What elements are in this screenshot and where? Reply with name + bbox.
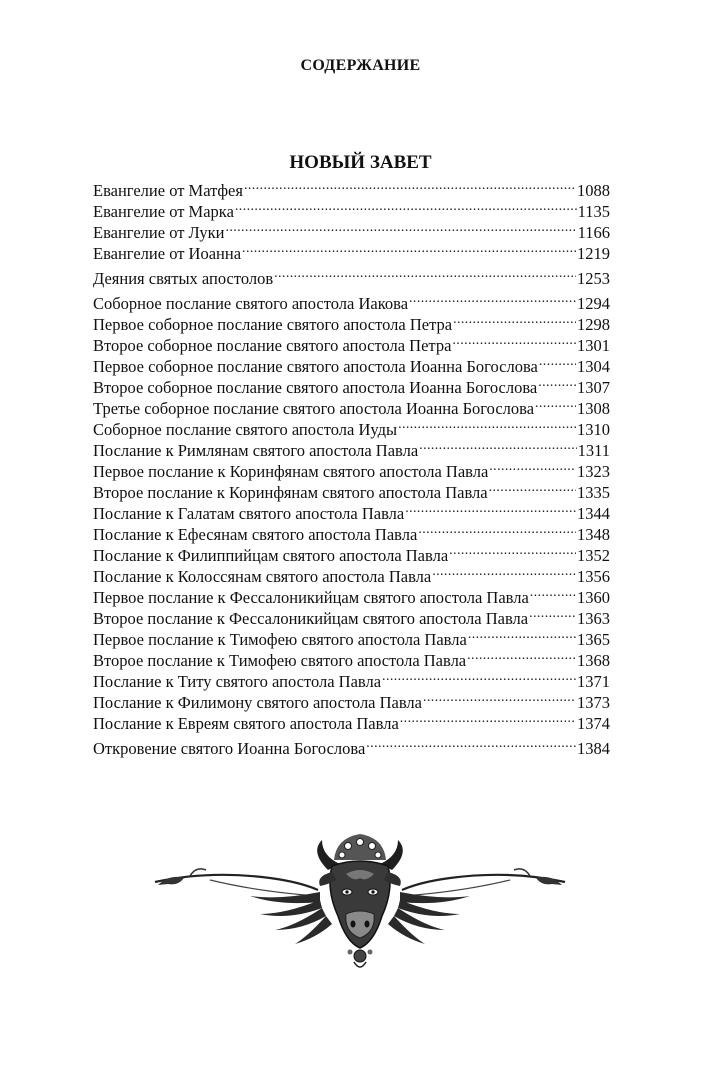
toc-entry-title: Второе послание к Тимофею святого апостола Павла — [93, 651, 467, 670]
toc-entry-page: 1363 — [577, 609, 610, 628]
dot-leader — [539, 351, 576, 372]
toc-entry-page: 1384 — [577, 739, 610, 758]
dot-leader — [382, 666, 576, 687]
toc-entry[interactable] — [93, 175, 610, 200]
toc-entry-page: 1088 — [577, 181, 610, 200]
toc-entry-title: Первое соборное послание святого апостола Петра — [93, 315, 453, 334]
toc-entry-title: Откровение святого Иоанна Богослова — [93, 739, 366, 758]
dot-leader — [468, 624, 576, 645]
toc-entry[interactable] — [93, 288, 610, 313]
dot-leader — [405, 498, 576, 519]
toc-entry-title: Деяния святых апостолов — [93, 269, 274, 288]
toc-entry-page: 1311 — [577, 441, 610, 460]
dot-leader — [423, 687, 576, 708]
toc-entry-page: 1344 — [577, 504, 610, 523]
dot-leader — [530, 582, 576, 603]
toc-entry-title: Первое послание к Фессалоникийцам святого апостола Павла — [93, 588, 529, 607]
dot-leader — [467, 645, 576, 666]
toc-entry-page: 1307 — [577, 378, 610, 397]
toc-entry-title: Евангелие от Иоанна — [93, 244, 242, 263]
dot-leader — [453, 309, 576, 330]
toc-entry-title: Соборное послание святого апостола Иуды — [93, 420, 398, 439]
dot-leader — [449, 540, 576, 561]
dot-leader — [535, 393, 576, 414]
dot-leader — [400, 708, 576, 729]
toc-entry-page: 1166 — [577, 223, 610, 242]
toc-entry-page: 1352 — [577, 546, 610, 565]
dot-leader — [244, 175, 576, 196]
toc-entry-title: Послание к Ефесянам святого апостола Павла — [93, 525, 418, 544]
toc-entry-page: 1310 — [577, 420, 610, 439]
toc-entry-title: Послание к Римлянам святого апостола Павла — [93, 441, 419, 460]
dot-leader — [432, 561, 576, 582]
dot-leader — [419, 435, 576, 456]
dot-leader — [366, 733, 576, 754]
toc-entry-page: 1253 — [577, 269, 610, 288]
toc-entry-page: 1304 — [577, 357, 610, 376]
toc-entry-page: 1373 — [577, 693, 610, 712]
toc-entry-page: 1323 — [577, 462, 610, 481]
dot-leader — [418, 519, 576, 540]
toc-entry-page: 1308 — [577, 399, 610, 418]
page-title: СОДЕРЖАНИЕ — [300, 57, 421, 74]
dot-leader — [529, 603, 576, 624]
toc-entry-title: Послание к Евреям святого апостола Павла — [93, 714, 399, 733]
toc-entry-page: 1298 — [577, 315, 610, 334]
toc-entry-title: Второе послание к Коринфянам святого апостола Павла — [93, 483, 488, 502]
toc-entry-page: 1374 — [577, 714, 610, 733]
toc-entry-title: Первое послание к Коринфянам святого апостола Павла — [93, 462, 489, 481]
toc-entry-title: Послание к Колоссянам святого апостола Павла — [93, 567, 432, 586]
toc-entry-title: Первое послание к Тимофею святого апостола Павла — [93, 630, 467, 649]
toc-entry-title: Третье соборное послание святого апостола Иоанна Богослова — [93, 399, 535, 418]
toc-entry-title: Первое соборное послание святого апостола Иоанна Богослова — [93, 357, 538, 376]
dot-leader — [409, 288, 576, 309]
dot-leader — [538, 372, 576, 393]
toc-entry-page: 1348 — [577, 525, 610, 544]
toc-entry-title: Послание к Галатам святого апостола Павла — [93, 504, 405, 523]
dot-leader — [489, 456, 576, 477]
toc-entry[interactable] — [93, 263, 610, 288]
toc-entry-page: 1294 — [577, 294, 610, 313]
toc-entry-page: 1371 — [577, 672, 610, 691]
dot-leader — [398, 414, 576, 435]
toc-entry-page: 1301 — [577, 336, 610, 355]
dot-leader — [489, 477, 576, 498]
toc-entry-title: Второе послание к Фессалоникийцам святого апостола Павла — [93, 609, 529, 628]
dot-leader — [242, 238, 576, 259]
section-heading: НОВЫЙ ЗАВЕТ — [289, 152, 432, 173]
toc-entry-title: Послание к Филимону святого апостола Павла — [93, 693, 422, 712]
toc-entry-title: Послание к Филиппийцам святого апостола Павла — [93, 546, 449, 565]
toc-entry-page: 1356 — [577, 567, 610, 586]
toc-entry-page: 1219 — [577, 244, 610, 263]
toc-entry[interactable] — [93, 733, 610, 758]
table-of-contents — [93, 175, 610, 758]
toc-entry-page: 1365 — [577, 630, 610, 649]
dot-leader — [225, 217, 576, 238]
dot-leader — [274, 263, 576, 284]
toc-entry-title: Второе соборное послание святого апостола Иоанна Богослова — [93, 378, 538, 397]
toc-entry-page: 1360 — [577, 588, 610, 607]
toc-entry-title: Послание к Титу святого апостола Павла — [93, 672, 382, 691]
dot-leader — [235, 196, 577, 217]
toc-entry-page: 1135 — [577, 202, 610, 221]
toc-entry-page: 1335 — [577, 483, 610, 502]
toc-entry-title: Евангелие от Луки — [93, 223, 225, 242]
dot-leader — [452, 330, 576, 351]
toc-entry-title: Евангелие от Матфея — [93, 181, 243, 200]
toc-entry-page: 1368 — [577, 651, 610, 670]
bull-head-ornament-icon — [150, 830, 570, 980]
toc-entry-title: Евангелие от Марка — [93, 202, 234, 221]
toc-entry-title: Второе соборное послание святого апостола Петра — [93, 336, 452, 355]
toc-entry-title: Соборное послание святого апостола Иакова — [93, 294, 409, 313]
